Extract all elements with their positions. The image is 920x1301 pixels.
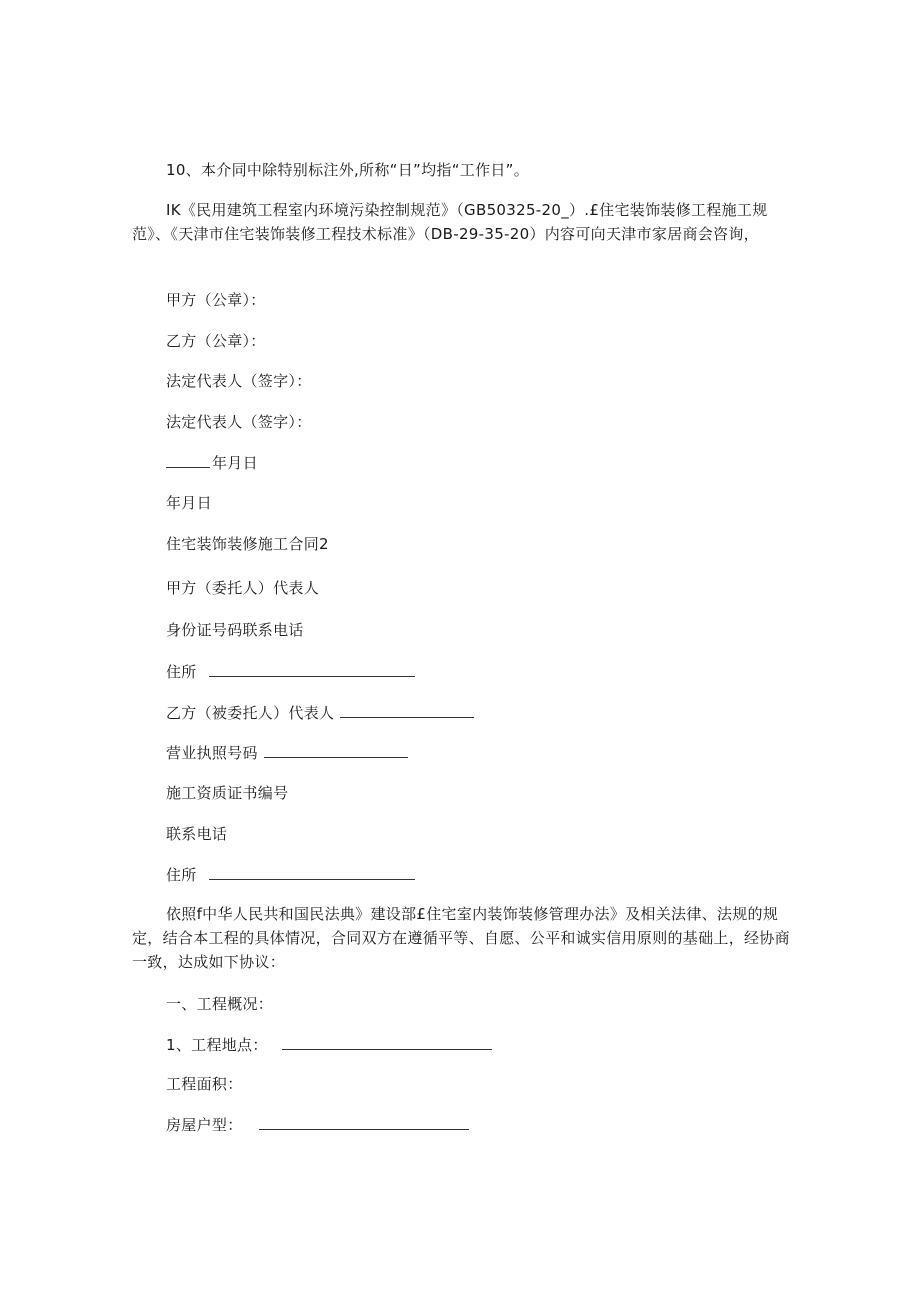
site-location-label: 1、工程地点： [166,1036,268,1054]
house-type-label: 房屋户型： [166,1116,243,1134]
site-location-field[interactable] [282,1034,492,1050]
id-phone-label: 身份证号码联系电话 [166,621,304,639]
date-label-2: 年月日 [166,494,212,512]
basis-paragraph: 依照f中华人民共和国民法典》建设部£住宅室内装饰装修管理办法》及相关法律、法规的规定，结合本工程的具体情况，合同双方在遵循平等、自愿、公平和诚实信用原则的基础上，经协商一致，达成如下协议： [132,905,790,971]
party-a-seal-label: 甲方（公章）： [166,291,266,309]
party-b-contractor-line [166,702,474,723]
party-b-rep-field[interactable] [340,702,474,718]
address-label-1: 住所 [166,663,197,681]
address-field-1[interactable] [209,661,415,677]
party-b-contractor-label: 乙方（被委托人）代表人 [166,704,335,722]
clause-11: IK《民用建筑工程室内环境污染控制规范》（GB50325-20_）.£住宅装饰装修工程施工规范》、《天津市住宅装饰装修工程技术标准》（DB-29-35-20）内容可向天津市家居商会咨询， [132,201,768,243]
date-blank[interactable] [166,452,210,468]
qualification-cert-label: 施工资质证书编号 [166,784,289,802]
date-line-1 [166,452,258,473]
address-label-2: 住所 [166,866,197,884]
business-license-label: 营业执照号码 [166,744,258,762]
site-location-line [166,1034,492,1055]
project-area-label: 工程面积： [166,1075,243,1093]
address-field-2[interactable] [209,864,415,880]
contact-phone-label: 联系电话 [166,825,228,843]
section-1-heading: 一、工程概况： [166,995,274,1013]
address-line-2 [166,864,415,885]
party-a-client-label: 甲方（委托人）代表人 [166,579,320,597]
address-line-1 [166,661,415,682]
business-license-field[interactable] [264,742,408,758]
legal-rep-label-2: 法定代表人（签字）： [166,413,312,431]
clause-10: 10、本介同中除特别标注外,所称“日”均指“工作日”。 [166,161,530,179]
house-type-field[interactable] [259,1114,469,1130]
party-b-seal-label: 乙方（公章）： [166,332,266,350]
contract-title: 住宅装饰装修施工合同2 [166,535,329,553]
house-type-line [166,1114,469,1135]
date-label-1: 年月日 [212,454,258,472]
business-license-line [166,742,408,763]
legal-rep-label-1: 法定代表人（签字）： [166,372,312,390]
